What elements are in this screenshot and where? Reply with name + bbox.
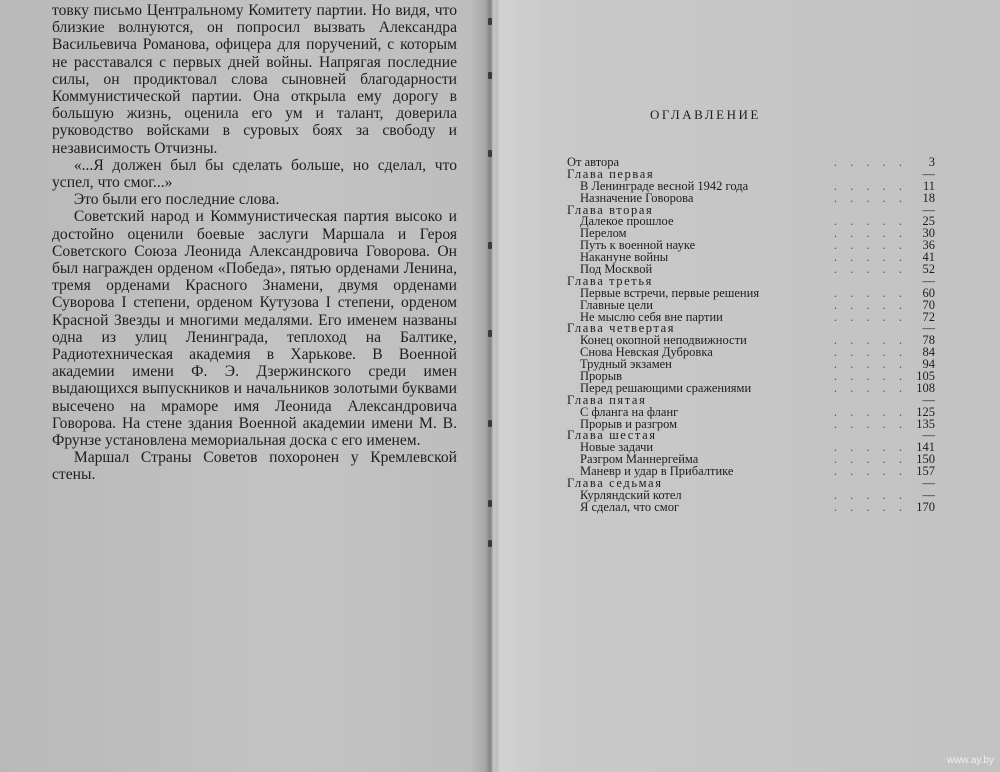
toc-entry	[567, 499, 937, 514]
binding-stitch	[488, 150, 492, 157]
toc-leader-dots: . . . . .	[833, 285, 907, 300]
paragraph: Маршал Страны Советов похоронен у Кремлевской стены.	[52, 449, 457, 484]
toc-leader-dots: . . . . .	[833, 380, 907, 395]
toc-page-number: 41	[922, 250, 935, 265]
toc-page-number: 11	[922, 178, 935, 193]
book-gutter	[485, 0, 497, 772]
toc-page-number: 105	[916, 369, 935, 384]
paragraph: Это были его последние слова.	[73, 191, 280, 209]
toc-entry-label: Прорыв	[580, 369, 623, 384]
toc-page-number: 25	[922, 214, 935, 229]
toc-page-number: 150	[916, 452, 935, 467]
toc-leader-dots: . . . . .	[833, 487, 907, 502]
toc-leader-dots: . . . . .	[833, 499, 907, 514]
toc-page-number: 84	[922, 345, 935, 360]
toc-leader-dots: . . . . .	[833, 262, 907, 277]
paragraph: Советский народ и Коммунистическая партия высоко и достойно оценили боевые заслуги Маршала и Героя Советского Союза Леонида Александровича Говорова. Он был награжден орденом «Победа», пятью орденами Ленина, тремя орденами Красного Знамени, двумя орденами Суворова I степени, орденом Кутузова I степени, орденом Красной Звезды и многими медалями. Его именем названы одна из улиц Ленинграда, теплоход на Балтике, Радиотехническая академия в Харькове. В Военной академии имени Ф. Э. Дзержинского среди имен выдающихся выпускников и начальников золотыми буквами высечено на мраморе имя Леонида Александровича Говорова. На стене здания Военной академии имени М. В. Фрунзе установлена мемориальная доска с его именем.	[52, 208, 457, 450]
toc-page-number: 36	[922, 238, 935, 253]
table-of-contents	[567, 157, 937, 514]
paragraph: товку письмо Центральному Комитету партии. Но видя, что близкие волнуются, он попросил вызвать Александра Васильевича Романова, офицера для поручений, с которым не расставался с первых дней войны. Напрягая последние силы, он продиктовал слова сыновней благодарности Коммунистической партии. Она открыла ему дорогу в большую жизнь, оценила его ум и талант, доверила руководство войсками в суровых боях за свободу и независимость Отчизны.	[52, 2, 457, 157]
toc-leader-dots: . . . . .	[833, 464, 907, 479]
toc-entry-label: Перед решающими сражениями	[580, 380, 752, 395]
toc-entry-label: От автора	[567, 155, 620, 169]
toc-entry-label: Перелом	[580, 226, 627, 241]
toc-entry-label: Первые встречи, первые решения	[580, 285, 760, 300]
toc-leader-dots: . . . . .	[833, 416, 907, 431]
toc-leader-dots: . . . . .	[833, 155, 907, 169]
toc-leader-dots: . . . . .	[833, 452, 907, 467]
toc-leader-dots: . . . . .	[833, 226, 907, 241]
toc-page-number: 170	[916, 499, 935, 514]
toc-entry-label: С фланга на фланг	[580, 404, 679, 419]
toc-page-number: 52	[922, 262, 935, 277]
toc-entry-label: Конец окопной неподвижности	[580, 333, 747, 348]
toc-page-number: —	[922, 428, 935, 443]
toc-leader-dots: . . . . .	[833, 357, 907, 372]
toc-leader-dots: . . . . .	[833, 250, 907, 265]
binding-stitch	[488, 500, 492, 507]
toc-page-number: —	[922, 392, 935, 407]
toc-page-number: 18	[922, 190, 935, 205]
left-page	[0, 0, 492, 772]
toc-leader-dots: . . . . .	[833, 178, 907, 193]
toc-entry-label: Прорыв и разгром	[580, 416, 678, 431]
toc-page-number: 72	[922, 309, 935, 324]
binding-stitch	[488, 330, 492, 337]
body-text	[52, 2, 457, 484]
toc-entry-label: Разгром Маннергейма	[580, 452, 699, 467]
toc-page-number: 157	[916, 464, 935, 479]
toc-leader-dots: . . . . .	[833, 333, 907, 348]
watermark: www.ay.by	[946, 755, 994, 766]
toc-entry-label: Глава вторая	[567, 202, 654, 217]
toc-page-number: 78	[922, 333, 935, 348]
toc-page-number: 30	[922, 226, 935, 241]
toc-leader-dots: . . . . .	[833, 214, 907, 229]
toc-entry-label: Глава шестая	[567, 428, 657, 443]
toc-entry-label: Главные цели	[580, 297, 653, 312]
binding-stitch	[488, 540, 492, 547]
toc-leader-dots: . . . . .	[833, 297, 907, 312]
toc-leader-dots: . . . . .	[833, 369, 907, 384]
toc-page-number: —	[922, 321, 935, 336]
toc-entry-label: Накануне войны	[580, 250, 669, 265]
toc-entry-label: Я сделал, что смог	[580, 499, 680, 514]
toc-entry-label: Новые задачи	[580, 440, 654, 455]
toc-page-number: 3	[928, 155, 935, 169]
toc-entry-label: Далекое прошлое	[580, 214, 674, 229]
toc-page-number: 60	[922, 285, 935, 300]
toc-entry-label: Назначение Говорова	[580, 190, 694, 205]
toc-page-number: —	[922, 273, 935, 288]
toc-page-number: 135	[916, 416, 935, 431]
binding-stitch	[488, 242, 492, 249]
paragraph: «...Я должен был бы сделать больше, но сделал, что успел, что смог...»	[52, 156, 457, 192]
toc-page-number: 141	[916, 440, 935, 455]
toc-page-number: —	[922, 166, 935, 181]
toc-entry-label: Глава первая	[567, 166, 655, 181]
toc-entry-label: Глава седьмая	[567, 476, 663, 491]
toc-entry-label: Курляндский котел	[580, 487, 682, 502]
toc-page-number: 125	[916, 404, 935, 419]
toc-entry-label: Снова Невская Дубровка	[580, 345, 713, 360]
toc-page-number: 70	[922, 297, 935, 312]
binding-stitch	[488, 72, 492, 79]
toc-entry-label: Глава пятая	[567, 392, 647, 407]
toc-entry-label: В Ленинграде весной 1942 года	[580, 178, 749, 193]
toc-title: ОГЛАВЛЕНИЕ	[650, 107, 761, 122]
toc-leader-dots: . . . . .	[833, 440, 907, 455]
toc-entry-label: Путь к военной науке	[580, 238, 696, 253]
toc-leader-dots: . . . . .	[833, 404, 907, 419]
toc-entry-label: Глава четвертая	[567, 321, 676, 336]
toc-entry-label: Глава третья	[567, 273, 654, 288]
toc-entry-label: Под Москвой	[580, 262, 653, 277]
toc-leader-dots: . . . . .	[833, 238, 907, 253]
toc-leader-dots: . . . . .	[833, 345, 907, 360]
toc-entry-label: Не мыслю себя вне партии	[580, 309, 723, 324]
toc-page-number: —	[922, 202, 935, 217]
toc-entry-label: Трудный экзамен	[580, 357, 672, 372]
toc-page-number: —	[922, 476, 935, 491]
toc-page-number: —	[922, 487, 935, 502]
toc-entry-label: Маневр и удар в Прибалтике	[580, 464, 734, 479]
toc-leader-dots: . . . . .	[833, 190, 907, 205]
toc-leader-dots: . . . . .	[833, 309, 907, 324]
toc-page-number: 94	[922, 357, 935, 372]
binding-stitch	[488, 18, 492, 25]
toc-page-number: 108	[916, 380, 935, 395]
binding-stitch	[488, 420, 492, 427]
